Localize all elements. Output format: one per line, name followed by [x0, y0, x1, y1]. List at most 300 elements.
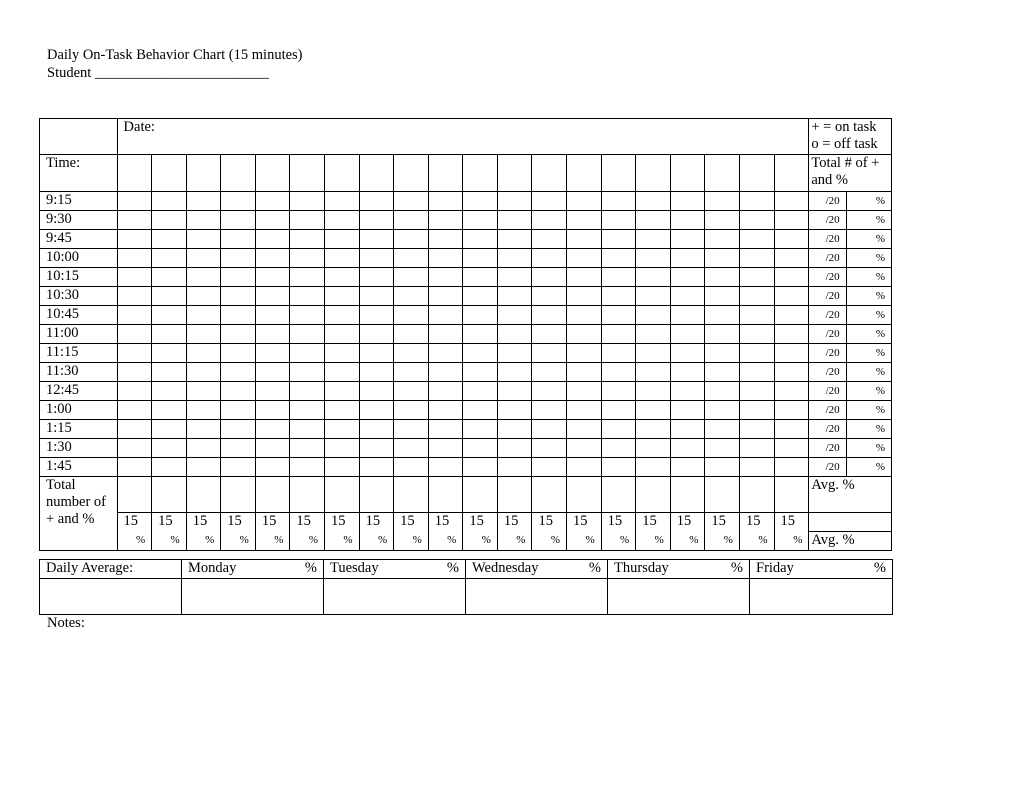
observation-cell[interactable] [567, 211, 602, 230]
observation-cell[interactable] [739, 192, 774, 211]
observation-cell[interactable] [601, 268, 636, 287]
observation-cell[interactable] [774, 439, 809, 458]
observation-cell[interactable] [290, 249, 325, 268]
observation-cell[interactable] [739, 401, 774, 420]
total-blank-cell[interactable] [394, 477, 429, 513]
observation-cell[interactable] [705, 382, 740, 401]
observation-cell[interactable] [705, 325, 740, 344]
observation-cell[interactable] [428, 344, 463, 363]
observation-cell[interactable] [255, 344, 290, 363]
observation-cell[interactable] [463, 439, 498, 458]
observation-cell[interactable] [463, 420, 498, 439]
observation-cell[interactable] [325, 363, 360, 382]
observation-cell[interactable] [739, 420, 774, 439]
observation-cell[interactable] [221, 344, 256, 363]
observation-cell[interactable] [636, 230, 671, 249]
observation-cell[interactable] [290, 306, 325, 325]
day-average-entry[interactable] [182, 579, 324, 615]
observation-cell[interactable] [774, 192, 809, 211]
observation-cell[interactable] [152, 287, 187, 306]
observation-cell[interactable] [463, 363, 498, 382]
observation-cell[interactable] [325, 211, 360, 230]
observation-cell[interactable] [739, 230, 774, 249]
interval-header-cell[interactable] [532, 155, 567, 192]
observation-cell[interactable] [221, 325, 256, 344]
observation-cell[interactable] [290, 439, 325, 458]
observation-cell[interactable] [739, 306, 774, 325]
observation-cell[interactable] [532, 230, 567, 249]
observation-cell[interactable] [359, 306, 394, 325]
observation-cell[interactable] [636, 211, 671, 230]
observation-cell[interactable] [705, 420, 740, 439]
observation-cell[interactable] [670, 306, 705, 325]
observation-cell[interactable] [636, 287, 671, 306]
observation-cell[interactable] [670, 439, 705, 458]
observation-cell[interactable] [394, 192, 429, 211]
total-blank-cell[interactable] [670, 477, 705, 513]
observation-cell[interactable] [636, 363, 671, 382]
observation-cell[interactable] [428, 382, 463, 401]
observation-cell[interactable] [670, 249, 705, 268]
observation-cell[interactable] [497, 230, 532, 249]
total-blank-cell[interactable] [428, 477, 463, 513]
observation-cell[interactable] [463, 325, 498, 344]
observation-cell[interactable] [255, 363, 290, 382]
observation-cell[interactable] [255, 439, 290, 458]
observation-cell[interactable] [774, 268, 809, 287]
observation-cell[interactable] [186, 401, 221, 420]
observation-cell[interactable] [290, 344, 325, 363]
observation-cell[interactable] [601, 230, 636, 249]
observation-cell[interactable] [463, 344, 498, 363]
observation-cell[interactable] [186, 344, 221, 363]
total-blank-cell[interactable] [636, 477, 671, 513]
observation-cell[interactable] [497, 192, 532, 211]
observation-cell[interactable] [497, 268, 532, 287]
observation-cell[interactable] [567, 287, 602, 306]
observation-cell[interactable] [290, 268, 325, 287]
observation-cell[interactable] [705, 401, 740, 420]
observation-cell[interactable] [670, 211, 705, 230]
observation-cell[interactable] [359, 287, 394, 306]
observation-cell[interactable] [221, 268, 256, 287]
observation-cell[interactable] [497, 325, 532, 344]
observation-cell[interactable] [567, 268, 602, 287]
observation-cell[interactable] [705, 458, 740, 477]
observation-cell[interactable] [117, 420, 152, 439]
observation-cell[interactable] [255, 211, 290, 230]
total-blank-cell[interactable] [532, 477, 567, 513]
total-blank-cell[interactable] [290, 477, 325, 513]
observation-cell[interactable] [705, 287, 740, 306]
observation-cell[interactable] [670, 230, 705, 249]
observation-cell[interactable] [359, 268, 394, 287]
observation-cell[interactable] [186, 458, 221, 477]
observation-cell[interactable] [774, 420, 809, 439]
observation-cell[interactable] [221, 363, 256, 382]
observation-cell[interactable] [221, 458, 256, 477]
observation-cell[interactable] [325, 458, 360, 477]
observation-cell[interactable] [463, 230, 498, 249]
observation-cell[interactable] [463, 382, 498, 401]
observation-cell[interactable] [463, 211, 498, 230]
observation-cell[interactable] [152, 211, 187, 230]
observation-cell[interactable] [532, 382, 567, 401]
observation-cell[interactable] [117, 287, 152, 306]
observation-cell[interactable] [739, 382, 774, 401]
observation-cell[interactable] [428, 268, 463, 287]
observation-cell[interactable] [636, 344, 671, 363]
observation-cell[interactable] [186, 439, 221, 458]
observation-cell[interactable] [497, 211, 532, 230]
observation-cell[interactable] [255, 458, 290, 477]
observation-cell[interactable] [601, 211, 636, 230]
interval-header-cell[interactable] [463, 155, 498, 192]
observation-cell[interactable] [221, 306, 256, 325]
observation-cell[interactable] [394, 363, 429, 382]
observation-cell[interactable] [739, 344, 774, 363]
observation-cell[interactable] [670, 325, 705, 344]
interval-header-cell[interactable] [774, 155, 809, 192]
observation-cell[interactable] [497, 458, 532, 477]
interval-header-cell[interactable] [670, 155, 705, 192]
interval-header-cell[interactable] [497, 155, 532, 192]
observation-cell[interactable] [117, 306, 152, 325]
observation-cell[interactable] [428, 420, 463, 439]
observation-cell[interactable] [359, 211, 394, 230]
observation-cell[interactable] [601, 306, 636, 325]
observation-cell[interactable] [290, 192, 325, 211]
observation-cell[interactable] [325, 420, 360, 439]
observation-cell[interactable] [774, 287, 809, 306]
observation-cell[interactable] [186, 249, 221, 268]
observation-cell[interactable] [497, 306, 532, 325]
observation-cell[interactable] [152, 230, 187, 249]
observation-cell[interactable] [221, 401, 256, 420]
observation-cell[interactable] [463, 192, 498, 211]
observation-cell[interactable] [394, 249, 429, 268]
observation-cell[interactable] [774, 344, 809, 363]
observation-cell[interactable] [601, 458, 636, 477]
observation-cell[interactable] [394, 439, 429, 458]
observation-cell[interactable] [567, 458, 602, 477]
observation-cell[interactable] [705, 439, 740, 458]
observation-cell[interactable] [394, 420, 429, 439]
observation-cell[interactable] [255, 306, 290, 325]
observation-cell[interactable] [532, 363, 567, 382]
observation-cell[interactable] [290, 325, 325, 344]
observation-cell[interactable] [152, 249, 187, 268]
observation-cell[interactable] [428, 439, 463, 458]
observation-cell[interactable] [152, 306, 187, 325]
observation-cell[interactable] [428, 401, 463, 420]
observation-cell[interactable] [290, 287, 325, 306]
observation-cell[interactable] [221, 230, 256, 249]
observation-cell[interactable] [774, 249, 809, 268]
observation-cell[interactable] [152, 401, 187, 420]
observation-cell[interactable] [567, 439, 602, 458]
observation-cell[interactable] [290, 458, 325, 477]
observation-cell[interactable] [774, 458, 809, 477]
observation-cell[interactable] [152, 363, 187, 382]
observation-cell[interactable] [186, 325, 221, 344]
observation-cell[interactable] [359, 363, 394, 382]
observation-cell[interactable] [463, 249, 498, 268]
observation-cell[interactable] [739, 287, 774, 306]
observation-cell[interactable] [394, 344, 429, 363]
observation-cell[interactable] [325, 401, 360, 420]
observation-cell[interactable] [117, 363, 152, 382]
observation-cell[interactable] [532, 268, 567, 287]
observation-cell[interactable] [359, 325, 394, 344]
observation-cell[interactable] [739, 268, 774, 287]
date-field[interactable]: Date: [117, 119, 809, 155]
total-blank-cell[interactable] [463, 477, 498, 513]
observation-cell[interactable] [463, 268, 498, 287]
observation-cell[interactable] [255, 249, 290, 268]
observation-cell[interactable] [359, 401, 394, 420]
observation-cell[interactable] [463, 287, 498, 306]
observation-cell[interactable] [774, 363, 809, 382]
observation-cell[interactable] [567, 401, 602, 420]
observation-cell[interactable] [636, 420, 671, 439]
observation-cell[interactable] [359, 344, 394, 363]
observation-cell[interactable] [567, 249, 602, 268]
observation-cell[interactable] [601, 439, 636, 458]
observation-cell[interactable] [152, 439, 187, 458]
observation-cell[interactable] [601, 382, 636, 401]
observation-cell[interactable] [117, 458, 152, 477]
observation-cell[interactable] [670, 363, 705, 382]
observation-cell[interactable] [117, 325, 152, 344]
observation-cell[interactable] [255, 287, 290, 306]
observation-cell[interactable] [117, 344, 152, 363]
interval-header-cell[interactable] [359, 155, 394, 192]
observation-cell[interactable] [497, 249, 532, 268]
observation-cell[interactable] [186, 230, 221, 249]
observation-cell[interactable] [601, 420, 636, 439]
observation-cell[interactable] [497, 363, 532, 382]
observation-cell[interactable] [705, 192, 740, 211]
observation-cell[interactable] [186, 420, 221, 439]
observation-cell[interactable] [290, 363, 325, 382]
observation-cell[interactable] [774, 382, 809, 401]
observation-cell[interactable] [186, 287, 221, 306]
observation-cell[interactable] [739, 325, 774, 344]
observation-cell[interactable] [428, 287, 463, 306]
observation-cell[interactable] [290, 401, 325, 420]
observation-cell[interactable] [117, 382, 152, 401]
observation-cell[interactable] [428, 325, 463, 344]
observation-cell[interactable] [739, 458, 774, 477]
interval-header-cell[interactable] [186, 155, 221, 192]
observation-cell[interactable] [290, 420, 325, 439]
observation-cell[interactable] [186, 382, 221, 401]
total-blank-cell[interactable] [325, 477, 360, 513]
observation-cell[interactable] [428, 192, 463, 211]
observation-cell[interactable] [117, 401, 152, 420]
observation-cell[interactable] [325, 325, 360, 344]
observation-cell[interactable] [359, 230, 394, 249]
observation-cell[interactable] [532, 287, 567, 306]
day-average-entry[interactable] [750, 579, 893, 615]
observation-cell[interactable] [359, 458, 394, 477]
interval-header-cell[interactable] [601, 155, 636, 192]
observation-cell[interactable] [221, 420, 256, 439]
observation-cell[interactable] [394, 458, 429, 477]
observation-cell[interactable] [152, 382, 187, 401]
observation-cell[interactable] [532, 249, 567, 268]
observation-cell[interactable] [117, 192, 152, 211]
observation-cell[interactable] [636, 268, 671, 287]
observation-cell[interactable] [255, 401, 290, 420]
observation-cell[interactable] [636, 249, 671, 268]
total-blank-cell[interactable] [601, 477, 636, 513]
observation-cell[interactable] [670, 382, 705, 401]
observation-cell[interactable] [636, 325, 671, 344]
interval-header-cell[interactable] [636, 155, 671, 192]
observation-cell[interactable] [497, 401, 532, 420]
total-blank-cell[interactable] [497, 477, 532, 513]
observation-cell[interactable] [186, 211, 221, 230]
observation-cell[interactable] [636, 401, 671, 420]
total-blank-cell[interactable] [117, 477, 152, 513]
observation-cell[interactable] [532, 211, 567, 230]
observation-cell[interactable] [532, 344, 567, 363]
observation-cell[interactable] [325, 287, 360, 306]
observation-cell[interactable] [497, 420, 532, 439]
observation-cell[interactable] [359, 382, 394, 401]
interval-header-cell[interactable] [705, 155, 740, 192]
observation-cell[interactable] [601, 325, 636, 344]
observation-cell[interactable] [670, 420, 705, 439]
observation-cell[interactable] [394, 230, 429, 249]
observation-cell[interactable] [428, 249, 463, 268]
observation-cell[interactable] [567, 420, 602, 439]
observation-cell[interactable] [359, 439, 394, 458]
observation-cell[interactable] [705, 268, 740, 287]
interval-header-cell[interactable] [739, 155, 774, 192]
observation-cell[interactable] [290, 230, 325, 249]
interval-header-cell[interactable] [221, 155, 256, 192]
observation-cell[interactable] [394, 287, 429, 306]
observation-cell[interactable] [428, 306, 463, 325]
observation-cell[interactable] [670, 287, 705, 306]
observation-cell[interactable] [739, 249, 774, 268]
observation-cell[interactable] [325, 249, 360, 268]
observation-cell[interactable] [221, 249, 256, 268]
day-average-entry[interactable] [608, 579, 750, 615]
observation-cell[interactable] [221, 211, 256, 230]
observation-cell[interactable] [152, 420, 187, 439]
observation-cell[interactable] [705, 363, 740, 382]
observation-cell[interactable] [255, 420, 290, 439]
observation-cell[interactable] [463, 306, 498, 325]
observation-cell[interactable] [152, 325, 187, 344]
observation-cell[interactable] [532, 401, 567, 420]
observation-cell[interactable] [255, 230, 290, 249]
observation-cell[interactable] [463, 458, 498, 477]
observation-cell[interactable] [221, 287, 256, 306]
observation-cell[interactable] [705, 249, 740, 268]
observation-cell[interactable] [705, 344, 740, 363]
observation-cell[interactable] [774, 325, 809, 344]
observation-cell[interactable] [117, 439, 152, 458]
observation-cell[interactable] [152, 344, 187, 363]
observation-cell[interactable] [428, 230, 463, 249]
observation-cell[interactable] [117, 230, 152, 249]
observation-cell[interactable] [705, 230, 740, 249]
observation-cell[interactable] [497, 382, 532, 401]
observation-cell[interactable] [567, 230, 602, 249]
total-blank-cell[interactable] [255, 477, 290, 513]
observation-cell[interactable] [152, 192, 187, 211]
observation-cell[interactable] [325, 439, 360, 458]
observation-cell[interactable] [670, 268, 705, 287]
observation-cell[interactable] [221, 439, 256, 458]
total-blank-cell[interactable] [774, 477, 809, 513]
interval-header-cell[interactable] [428, 155, 463, 192]
interval-header-cell[interactable] [255, 155, 290, 192]
observation-cell[interactable] [325, 306, 360, 325]
total-blank-cell[interactable] [186, 477, 221, 513]
observation-cell[interactable] [117, 211, 152, 230]
observation-cell[interactable] [255, 192, 290, 211]
observation-cell[interactable] [394, 306, 429, 325]
observation-cell[interactable] [532, 420, 567, 439]
observation-cell[interactable] [255, 268, 290, 287]
observation-cell[interactable] [705, 306, 740, 325]
observation-cell[interactable] [601, 401, 636, 420]
observation-cell[interactable] [532, 439, 567, 458]
observation-cell[interactable] [774, 306, 809, 325]
observation-cell[interactable] [739, 363, 774, 382]
observation-cell[interactable] [428, 458, 463, 477]
total-blank-cell[interactable] [739, 477, 774, 513]
observation-cell[interactable] [532, 306, 567, 325]
observation-cell[interactable] [670, 344, 705, 363]
observation-cell[interactable] [186, 306, 221, 325]
observation-cell[interactable] [567, 325, 602, 344]
observation-cell[interactable] [601, 363, 636, 382]
interval-header-cell[interactable] [117, 155, 152, 192]
observation-cell[interactable] [221, 192, 256, 211]
observation-cell[interactable] [636, 306, 671, 325]
observation-cell[interactable] [186, 192, 221, 211]
observation-cell[interactable] [394, 382, 429, 401]
observation-cell[interactable] [117, 268, 152, 287]
total-blank-cell[interactable] [152, 477, 187, 513]
observation-cell[interactable] [670, 458, 705, 477]
observation-cell[interactable] [394, 325, 429, 344]
observation-cell[interactable] [601, 344, 636, 363]
observation-cell[interactable] [567, 382, 602, 401]
observation-cell[interactable] [428, 211, 463, 230]
observation-cell[interactable] [152, 458, 187, 477]
observation-cell[interactable] [532, 192, 567, 211]
interval-header-cell[interactable] [152, 155, 187, 192]
total-blank-cell[interactable] [359, 477, 394, 513]
observation-cell[interactable] [636, 382, 671, 401]
observation-cell[interactable] [497, 439, 532, 458]
observation-cell[interactable] [567, 363, 602, 382]
observation-cell[interactable] [636, 439, 671, 458]
observation-cell[interactable] [325, 268, 360, 287]
observation-cell[interactable] [290, 211, 325, 230]
observation-cell[interactable] [497, 287, 532, 306]
observation-cell[interactable] [394, 401, 429, 420]
observation-cell[interactable] [186, 363, 221, 382]
